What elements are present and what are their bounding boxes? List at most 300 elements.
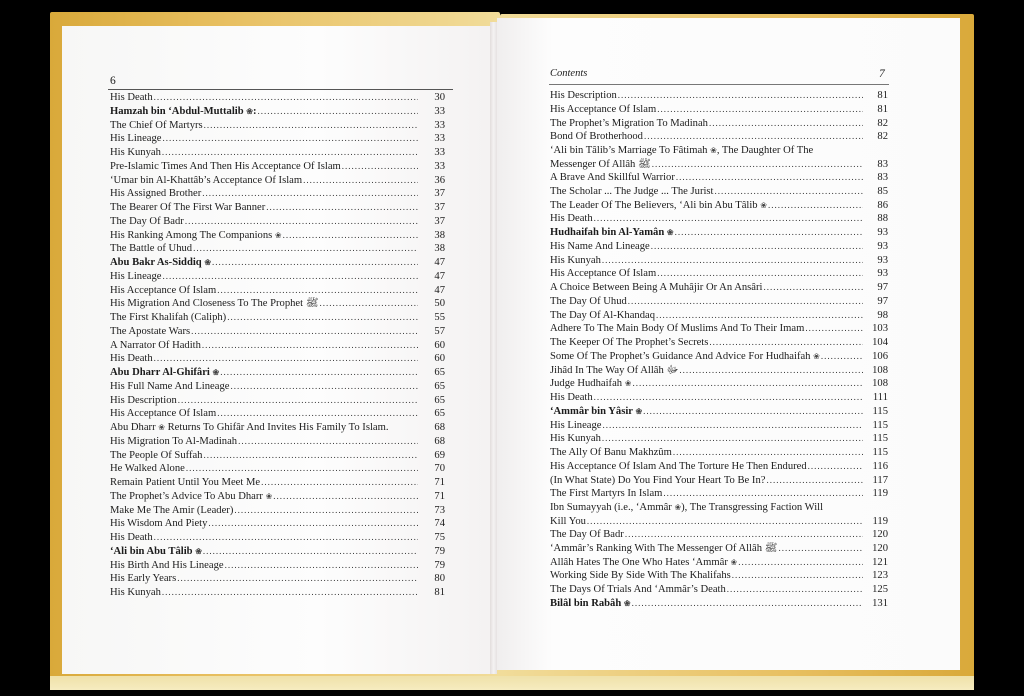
dot-leader	[204, 119, 418, 133]
dot-leader	[230, 380, 418, 394]
toc-entry-label	[110, 146, 418, 160]
honorific-symbol-icon: ❀	[246, 106, 253, 116]
toc-entry[interactable]	[550, 199, 888, 213]
dot-leader	[587, 515, 863, 529]
dot-leader	[162, 270, 418, 284]
toc-entry[interactable]	[110, 586, 445, 600]
toc-entry-page-number: 93	[877, 268, 888, 280]
toc-entry-label	[110, 270, 418, 284]
toc-entry-page-number: 60	[434, 353, 445, 365]
toc-entry[interactable]	[110, 174, 445, 188]
toc-entry[interactable]	[110, 559, 445, 573]
toc-entry-title: Working Side By Side With The Khalifahs	[550, 570, 731, 582]
toc-entry[interactable]	[110, 531, 445, 545]
toc-entry-title: His Lineage	[550, 419, 602, 431]
toc-entry[interactable]	[550, 254, 888, 268]
toc-entry-page-number: 30	[434, 92, 445, 103]
dot-leader	[303, 174, 418, 188]
book-gutter	[490, 22, 497, 674]
dot-leader	[673, 446, 863, 460]
toc-entry-page-number: 70	[434, 463, 445, 475]
toc-entry-title: His Migration To Al-Madinah	[110, 435, 238, 447]
dot-leader	[602, 432, 863, 446]
toc-entry[interactable]	[110, 229, 445, 243]
dot-leader	[162, 586, 418, 600]
toc-entry-page-number: 33	[434, 105, 445, 117]
toc-entry-page-number: 115	[872, 419, 888, 431]
toc-entry-label	[550, 556, 863, 570]
toc-entry[interactable]	[110, 407, 445, 421]
toc-entry-page-number: 97	[877, 282, 888, 293]
honorific-symbol-icon: ❀	[623, 598, 631, 608]
toc-entry-title: His Early Years	[110, 573, 177, 585]
toc-entry-label	[550, 117, 863, 131]
toc-entry[interactable]	[550, 583, 888, 597]
toc-entry-page-number: 33	[434, 133, 445, 145]
dot-leader	[778, 542, 863, 556]
toc-entry-label	[110, 476, 418, 490]
toc-entry-title: His Death	[110, 532, 153, 543]
toc-entry[interactable]	[110, 201, 445, 215]
toc-entry[interactable]	[110, 572, 445, 586]
toc-entry-page-number: 115	[872, 447, 888, 458]
toc-entry-page-number: 79	[434, 559, 445, 571]
toc-entry-page-number: 65	[434, 367, 445, 378]
toc-entry-label	[550, 583, 863, 597]
toc-entry-label	[550, 281, 863, 295]
toc-entry[interactable]	[110, 256, 445, 270]
toc-entry[interactable]	[110, 517, 445, 531]
toc-entry-title: His Lineage	[110, 270, 162, 282]
toc-entry-title: ‘Umar bin Al-Khattâb’s Acceptance Of Islam	[110, 174, 303, 186]
toc-entry-label	[550, 322, 863, 336]
dot-leader	[203, 449, 418, 463]
toc-entry[interactable]	[110, 421, 445, 435]
toc-entry-title: His Lineage	[110, 133, 162, 145]
toc-entry-page-number: 111	[872, 392, 888, 403]
toc-entry-label	[550, 336, 863, 350]
toc-entry-label	[550, 487, 863, 501]
dot-leader	[186, 462, 418, 476]
toc-entry[interactable]	[550, 432, 888, 446]
toc-entry-page-number: 47	[434, 270, 445, 282]
toc-entry[interactable]	[550, 144, 888, 171]
toc-entry[interactable]	[550, 226, 888, 240]
toc-entry-page-number: 120	[872, 529, 888, 540]
toc-entry[interactable]	[550, 212, 888, 226]
dot-leader	[768, 199, 863, 213]
dot-leader	[821, 350, 863, 364]
toc-entry[interactable]	[550, 542, 888, 556]
toc-entry-label	[110, 449, 418, 463]
toc-entry-title: Pre-Islamic Times And Then His Acceptance Of Islam	[110, 160, 341, 172]
toc-entry-title: His Description	[110, 394, 177, 406]
toc-entry-label	[110, 435, 418, 449]
toc-entry-title: His Acceptance Of Islam And The Torture He Then Endured	[550, 460, 807, 472]
toc-entry-label	[110, 531, 418, 545]
toc-entry-label	[110, 160, 418, 174]
dot-leader	[185, 215, 418, 229]
dot-leader	[342, 160, 418, 174]
toc-entry-label	[110, 215, 418, 229]
toc-entry[interactable]	[550, 350, 888, 364]
toc-entry-label	[550, 569, 863, 583]
toc-entry[interactable]	[550, 501, 888, 528]
toc-entry-title: Hamzah bin ‘Abdul-Muttalib ❀:	[110, 105, 257, 117]
toc-entry-title: His Acceptance Of Islam	[110, 284, 217, 296]
toc-entry-title: Bilâl bin Rabâh ❀	[550, 597, 631, 609]
toc-entry[interactable]	[110, 187, 445, 201]
toc-entry-page-number: 120	[872, 542, 888, 554]
toc-entry-page-number: 86	[877, 199, 888, 211]
toc-entry[interactable]	[550, 528, 888, 542]
toc-entry-page-number: 104	[872, 337, 888, 348]
toc-entry[interactable]	[110, 462, 445, 476]
toc-entry-label	[550, 474, 863, 488]
dot-leader	[261, 476, 418, 490]
honorific-symbol-icon: ❀	[624, 379, 632, 389]
toc-entry-page-number: 69	[434, 449, 445, 461]
honorific-symbol-icon: ❀	[730, 557, 738, 567]
toc-entry-label	[110, 517, 418, 531]
toc-entry-title: His Death	[110, 92, 153, 103]
toc-entry-title: His Migration And Closeness To The Prophet ﷺ	[110, 298, 319, 310]
dot-leader	[651, 240, 863, 254]
toc-entry[interactable]	[110, 119, 445, 133]
toc-entry[interactable]	[550, 460, 888, 474]
toc-entry-page-number: 108	[872, 378, 888, 390]
dot-leader	[727, 583, 863, 597]
toc-entry-label	[110, 119, 418, 133]
toc-entry-title: Abu Dharr Al-Ghifâri ❀	[110, 367, 220, 378]
dot-leader	[154, 352, 418, 366]
dot-leader	[715, 185, 864, 199]
toc-entry-label	[110, 311, 418, 325]
toc-entry-title: His Kunyah	[550, 254, 601, 266]
toc-entry-page-number: 73	[434, 504, 445, 516]
toc-entry-page-number: 98	[877, 309, 888, 321]
toc-entry[interactable]	[550, 322, 888, 336]
toc-entry-title: His Name And Lineage	[550, 240, 650, 252]
dot-leader	[763, 281, 863, 295]
toc-entry-page-number: 74	[434, 518, 445, 530]
dot-leader	[320, 297, 418, 311]
dot-leader	[709, 117, 863, 131]
toc-entry-title: The Apostate Wars	[110, 325, 191, 337]
dot-leader	[266, 201, 418, 215]
toc-entry-title: Abu Dharr ❀ Returns To Ghifâr And Invites His Family To Islam.	[110, 422, 389, 433]
dot-leader	[732, 569, 863, 583]
toc-entry[interactable]	[110, 339, 445, 353]
toc-entry[interactable]	[110, 435, 445, 449]
toc-entry-title: His Kunyah	[110, 587, 161, 598]
toc-entry[interactable]	[550, 185, 888, 199]
toc-entry[interactable]	[550, 281, 888, 295]
dot-leader	[644, 130, 863, 144]
toc-entry[interactable]	[110, 91, 445, 105]
toc-entry[interactable]	[550, 364, 888, 378]
toc-entry-label	[550, 171, 863, 185]
toc-entry-title: ‘Ali bin Abu Tâlib ❀	[110, 545, 202, 557]
toc-entry[interactable]	[110, 394, 445, 408]
dot-leader	[203, 545, 418, 559]
toc-entry-title: He Walked Alone	[110, 463, 185, 475]
toc-entry[interactable]	[110, 380, 445, 394]
toc-entry[interactable]	[110, 215, 445, 229]
toc-entry[interactable]	[110, 311, 445, 325]
toc-entry[interactable]	[110, 242, 445, 256]
toc-entry-title: (In What State) Do You Find Your Heart To Be In?	[550, 474, 766, 486]
toc-entry[interactable]	[110, 504, 445, 518]
toc-entry[interactable]	[110, 146, 445, 160]
toc-entry[interactable]	[550, 267, 888, 281]
toc-entry[interactable]	[110, 297, 445, 311]
toc-entry[interactable]	[550, 89, 888, 103]
toc-entry[interactable]	[110, 270, 445, 284]
dot-leader	[675, 226, 863, 240]
toc-entry[interactable]	[550, 295, 888, 309]
toc-entry-title: His Wisdom And Piety	[110, 518, 208, 530]
honorific-symbol-icon: ❀	[813, 351, 820, 361]
dot-leader	[208, 517, 418, 531]
toc-entry-label	[110, 462, 418, 476]
toc-entry-label	[110, 242, 418, 256]
toc-entry-label	[550, 226, 863, 240]
toc-entry[interactable]	[550, 597, 888, 611]
dot-leader	[154, 91, 418, 105]
toc-entry-page-number: 123	[872, 570, 888, 582]
toc-entry-page-number: 37	[434, 202, 445, 213]
dot-leader	[643, 405, 863, 419]
toc-entry-label	[550, 240, 863, 254]
dot-leader	[657, 103, 863, 117]
toc-entry-title: The First Khalifah (Caliph)	[110, 312, 227, 323]
toc-entry[interactable]	[110, 545, 445, 559]
toc-entry-title: Bond Of Brotherhood	[550, 131, 643, 143]
toc-entry[interactable]	[110, 160, 445, 174]
toc-entry-label	[110, 366, 418, 380]
dot-leader	[283, 229, 418, 243]
toc-entry-page-number: 115	[872, 405, 888, 417]
toc-entry[interactable]	[550, 240, 888, 254]
toc-entry-page-number: 68	[434, 435, 445, 447]
toc-entry-label	[550, 597, 863, 611]
toc-entry-page-number: 131	[872, 597, 888, 609]
toc-entry-title: His Description	[550, 90, 617, 101]
toc-entry-label	[550, 309, 863, 323]
toc-entry-page-number: 71	[434, 490, 445, 502]
toc-entry[interactable]	[550, 419, 888, 433]
honorific-symbol-icon: ❀	[265, 491, 273, 501]
dot-leader	[657, 267, 863, 281]
header-rule-left	[108, 89, 453, 90]
toc-entry[interactable]	[550, 309, 888, 323]
toc-entry-label	[550, 405, 863, 419]
toc-entry-label	[550, 460, 863, 474]
toc-entry-page-number: 65	[434, 380, 445, 392]
toc-entry-page-number: 81	[877, 103, 888, 115]
toc-entry-page-number: 117	[872, 474, 888, 486]
toc-entry-label	[110, 352, 418, 366]
toc-entry-title: The Day Of Uhud	[550, 295, 627, 307]
toc-entry-title: Judge Hudhaifah ❀	[550, 378, 632, 390]
header-rule-right	[549, 84, 889, 85]
toc-entry-label	[110, 490, 418, 504]
dot-leader	[193, 242, 418, 256]
toc-entry[interactable]	[550, 569, 888, 583]
contents-list-left	[110, 91, 445, 600]
toc-entry[interactable]	[550, 117, 888, 131]
toc-entry-page-number: 93	[877, 254, 888, 266]
honorific-symbol-icon: ❀	[195, 546, 202, 556]
dot-leader	[258, 105, 418, 119]
toc-entry[interactable]	[550, 487, 888, 501]
toc-entry[interactable]	[110, 352, 445, 366]
dot-leader	[227, 311, 418, 325]
dot-leader	[202, 187, 418, 201]
toc-entry-page-number: 119	[872, 515, 888, 527]
toc-entry-title: The People Of Suffah	[110, 449, 203, 461]
toc-entry[interactable]	[110, 366, 445, 380]
toc-entry-label	[110, 284, 418, 298]
toc-entry-label	[110, 297, 418, 311]
dot-leader	[202, 339, 418, 353]
running-title-right: Contents	[550, 68, 588, 79]
toc-entry[interactable]	[110, 490, 445, 504]
toc-entry-page-number: 103	[872, 323, 888, 335]
toc-entry-title: Adhere To The Main Body Of Muslims And To Their Imam	[550, 323, 805, 335]
toc-entry-page-number: 88	[877, 213, 888, 225]
toc-entry[interactable]	[110, 284, 445, 298]
dot-leader	[766, 474, 863, 488]
toc-entry-title: His Acceptance Of Islam	[110, 408, 217, 420]
toc-entry-label	[110, 586, 418, 600]
toc-entry-label	[110, 325, 418, 339]
toc-entry[interactable]	[550, 391, 888, 405]
toc-entry-title: His Assigned Brother	[110, 188, 202, 200]
toc-entry-title: Kill You	[550, 515, 586, 527]
toc-entry-label	[550, 185, 863, 199]
toc-entry-title: Abu Bakr As-Siddiq ❀	[110, 257, 212, 268]
toc-entry-page-number: 93	[877, 240, 888, 252]
toc-entry-page-number: 37	[434, 215, 445, 227]
toc-entry-title: The Keeper Of The Prophet’s Secrets	[550, 337, 709, 348]
dot-leader	[738, 556, 863, 570]
toc-entry-page-number: 81	[434, 587, 445, 598]
toc-entry-page-number: 108	[872, 364, 888, 376]
dot-leader	[676, 171, 863, 185]
toc-entry-page-number: 93	[877, 227, 888, 238]
toc-entry-page-number: 50	[434, 298, 445, 310]
toc-entry-label	[550, 542, 863, 556]
toc-entry-title: The Prophet’s Advice To Abu Dharr ❀	[110, 490, 273, 502]
toc-entry[interactable]	[110, 132, 445, 146]
dot-leader	[212, 256, 418, 270]
toc-entry[interactable]	[550, 336, 888, 350]
toc-entry-label	[110, 132, 418, 146]
dot-leader	[594, 212, 863, 226]
toc-entry[interactable]	[550, 474, 888, 488]
toc-entry-page-number: 65	[434, 408, 445, 420]
toc-entry-label	[550, 350, 863, 364]
honorific-symbol-icon: ❀	[274, 230, 282, 240]
toc-entry-page-number: 38	[434, 229, 445, 241]
toc-entry[interactable]	[550, 103, 888, 117]
dot-leader	[154, 531, 418, 545]
toc-entry[interactable]	[110, 105, 445, 119]
toc-entry-label	[550, 419, 863, 433]
toc-entry[interactable]	[550, 171, 888, 185]
toc-entry-page-number: 80	[434, 573, 445, 585]
toc-entry[interactable]	[110, 449, 445, 463]
toc-entry-page-number: 65	[434, 394, 445, 406]
toc-entry-title: His Death	[110, 353, 153, 365]
honorific-symbol-icon: ❀	[674, 503, 682, 512]
toc-entry-title: Jihâd In The Way Of Allâh ﷻ	[550, 364, 679, 376]
toc-entry-page-number: 47	[434, 257, 445, 268]
toc-entry-page-number: 82	[877, 117, 888, 129]
toc-entry-page-number: 60	[434, 339, 445, 351]
honorific-symbol-icon: ❀	[635, 406, 643, 416]
toc-entry-page-number: 119	[872, 488, 888, 500]
toc-entry[interactable]	[550, 130, 888, 144]
toc-entry-page-number: 83	[877, 158, 888, 170]
toc-entry-label	[110, 572, 418, 586]
toc-entry-title: His Kunyah	[110, 147, 161, 158]
dot-leader	[217, 284, 418, 298]
toc-entry-label	[550, 432, 863, 446]
toc-entry-label	[110, 187, 418, 201]
dot-leader	[602, 254, 863, 268]
toc-entry-label	[110, 545, 418, 559]
toc-entry-page-number: 36	[434, 174, 445, 186]
toc-entry-page-number: 81	[877, 90, 888, 101]
toc-entry-title: His Full Name And Lineage	[110, 380, 230, 392]
toc-entry-label	[550, 199, 863, 213]
toc-entry-title: ‘Ammâr’s Ranking With The Messenger Of Allâh ﷺ	[550, 542, 778, 554]
toc-entry-title: A Choice Between Being A Muhâjir Or An Ansâri	[550, 282, 763, 293]
toc-entry[interactable]	[550, 556, 888, 570]
dot-leader	[594, 391, 863, 405]
toc-entry[interactable]	[110, 476, 445, 490]
toc-entry[interactable]	[550, 446, 888, 460]
toc-entry-label	[550, 89, 863, 103]
page-number-left: 6	[110, 75, 116, 87]
dot-leader	[178, 394, 418, 408]
dot-leader	[162, 132, 418, 146]
toc-entry-title: His Death	[550, 392, 593, 403]
toc-entry-title: Allâh Hates The One Who Hates ‘Ammâr ❀	[550, 556, 738, 568]
honorific-symbol-icon: ❀	[212, 368, 220, 377]
toc-entry-label	[110, 229, 418, 243]
dot-leader	[808, 460, 863, 474]
dot-leader	[632, 377, 863, 391]
toc-entry-page-number: 125	[872, 584, 888, 595]
dot-leader	[679, 364, 863, 378]
toc-entry-page-number: 33	[434, 119, 445, 131]
toc-entry-label	[550, 212, 863, 226]
toc-entry-label	[550, 254, 863, 268]
toc-entry[interactable]	[110, 325, 445, 339]
toc-entry[interactable]	[550, 405, 888, 419]
toc-entry[interactable]	[550, 377, 888, 391]
toc-entry-page-number: 47	[434, 284, 445, 296]
toc-entry-page-number: 79	[434, 545, 445, 557]
toc-entry-title: The Day Of Badr	[550, 529, 624, 540]
toc-entry-title: The Day Of Badr	[110, 215, 184, 227]
dot-leader	[238, 435, 418, 449]
toc-entry-label	[110, 407, 418, 421]
